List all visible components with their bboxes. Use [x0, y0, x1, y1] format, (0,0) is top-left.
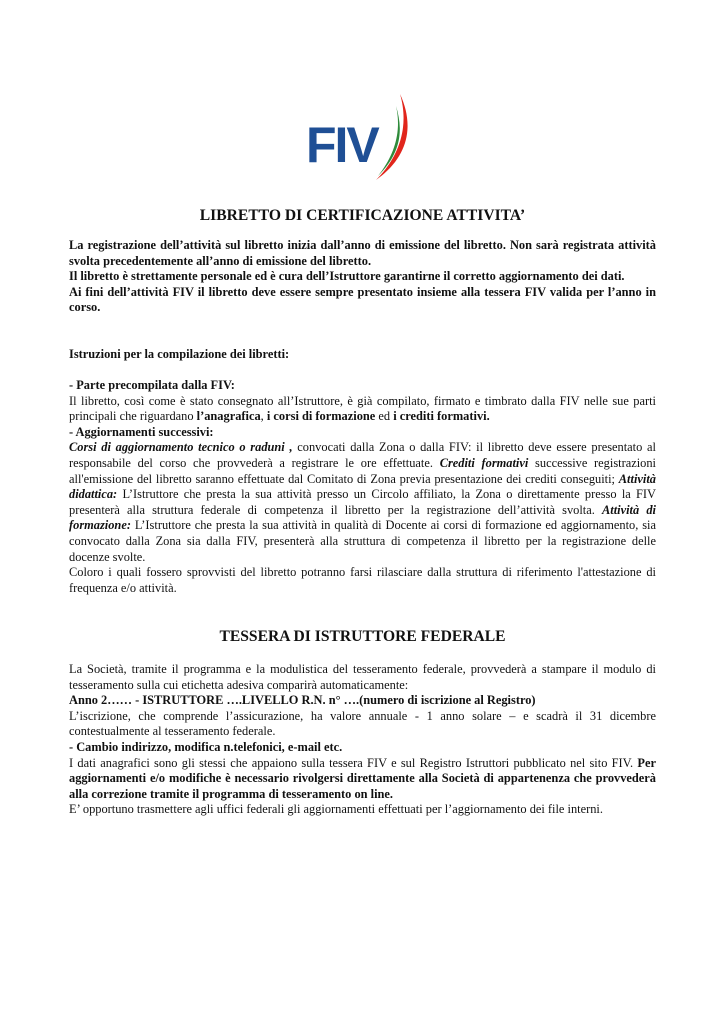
crediti-label: Crediti formativi — [439, 455, 529, 470]
fiv-logo — [306, 88, 424, 182]
precompilata-bold-c: i crediti formativi. — [393, 409, 490, 424]
tessera-paragraph-5 — [69, 756, 656, 803]
intro-section — [69, 238, 656, 316]
fiv-logo-graphic — [306, 88, 424, 182]
title-libretto: LIBRETTO DI CERTIFICAZIONE ATTIVITA’ — [199, 207, 526, 224]
intro-paragraph-2: Il libretto è strettamente personale ed è cura dell’Istruttore garantirne il corretto aggiornamento dei dati. — [69, 269, 625, 284]
precompilata-bold-b: i corsi di formazione — [266, 409, 376, 424]
didattica-text: L’Istruttore che presta la sua attività presso un Circolo affiliato, la Zona o direttamente presso la FIV presenterà alla struttura federale di competenza il libretto per la registrazione dell’attività svolta. — [69, 487, 657, 517]
crediti-text: successive registrazioni all'emissione del libretto saranno effettuate dal Comitato di Zona previa presentazione dei crediti conseguiti; — [69, 455, 656, 486]
tessera-paragraph-6: E’ opportuno trasmettere agli uffici federali gli aggiornamenti effettuati per l’aggiornamento dei file interni. — [69, 802, 603, 817]
formazione-text: L’Istruttore che presta la sua attività in qualità di Docente ai corsi di formazione ed aggiornamento, sia convocato dalla Zona sia dalla FIV, presenterà alla struttura di competenza il libretto per la registrazione delle docenze svolte. — [69, 518, 656, 564]
precompilata-text-a: Il libretto, così come è stato consegnato all’Istruttore, è già compilato, firmato e timbrato dalla FIV nelle sue parti principali che riguardano — [69, 393, 656, 424]
intro-paragraph-1: La registrazione dell’attività sul libretto inizia dall’anno di emissione del libretto. Non sarà registrata attività svolta precedentemente all’anno di emissione del libretto. — [69, 238, 656, 268]
dati-text: I dati anagrafici sono gli stessi che appaiono sulla tessera FIV e sul Registro Istruttori pubblicato nel sito FIV. — [69, 755, 634, 770]
tessera-paragraph-1: La Società, tramite il programma e la modulistica del tesseramento federale, provvederà a stampare il modulo di tesseramento sulla cui etichetta adesiva comparirà automaticamente: — [69, 662, 656, 692]
precompilata-heading: - Parte precompilata dalla FIV: — [69, 378, 235, 392]
title-tessera: TESSERA DI ISTRUTTORE FEDERALE — [219, 628, 506, 645]
tessera-paragraph-3: L’iscrizione, che comprende l’assicurazione, ha valore annuale - 1 anno solare – e scadrà il 31 dicembre contestualmente al tesseramento federale. — [69, 708, 656, 739]
successivi-paragraph — [69, 440, 656, 565]
successivi-heading: - Aggiornamenti successivi: — [69, 424, 214, 439]
intro-paragraph-3: Ai fini dell’attività FIV il libretto deve essere sempre presentato insieme alla tessera FIV valida per l’anno in corso. — [69, 284, 656, 315]
aggiornamenti-bold: Per aggiornamenti e/o modifiche è necessario rivolgersi direttamente alla Società di appartenenza che provvederà alla correzione tramite il programma di tesseramento on line. — [69, 755, 656, 801]
precompilata-bold-a: l’anagrafica — [196, 409, 261, 424]
precompilata-sep-a: , — [260, 409, 264, 424]
logo-text: FIV — [306, 117, 378, 173]
cambio-heading: - Cambio indirizzo, modifica n.telefonici, e-mail etc. — [69, 739, 343, 754]
logo-sail-red — [376, 94, 408, 180]
corsi-text: convocati dalla Zona o dalla FIV: il libretto deve essere presentato al responsabile del corso che provvederà a registrare le ore effettuate. — [69, 440, 656, 470]
precompilata-paragraph — [69, 394, 656, 425]
tessera-label-line: Anno 2…… - ISTRUTTORE ….LIVELLO R.N. n° ….(numero di iscrizione al Registro) — [69, 693, 536, 708]
didattica-label: Attività didattica: — [69, 471, 656, 502]
istruzioni-heading: Istruzioni per la compilazione dei libretti: — [69, 347, 290, 361]
istruzioni-section — [69, 378, 656, 596]
formazione-label: Attività di formazione: — [69, 502, 656, 533]
corsi-label: Corsi di aggiornamento tecnico o raduni , — [69, 440, 293, 455]
sprovvisti-paragraph: Coloro i quali fossero sprovvisti del libretto potranno farsi rilasciare dalla struttura di riferimento l'attestazione di frequenza e/o attività. — [69, 565, 656, 595]
precompilata-text-b: ed — [378, 409, 391, 424]
tessera-section — [69, 662, 656, 818]
